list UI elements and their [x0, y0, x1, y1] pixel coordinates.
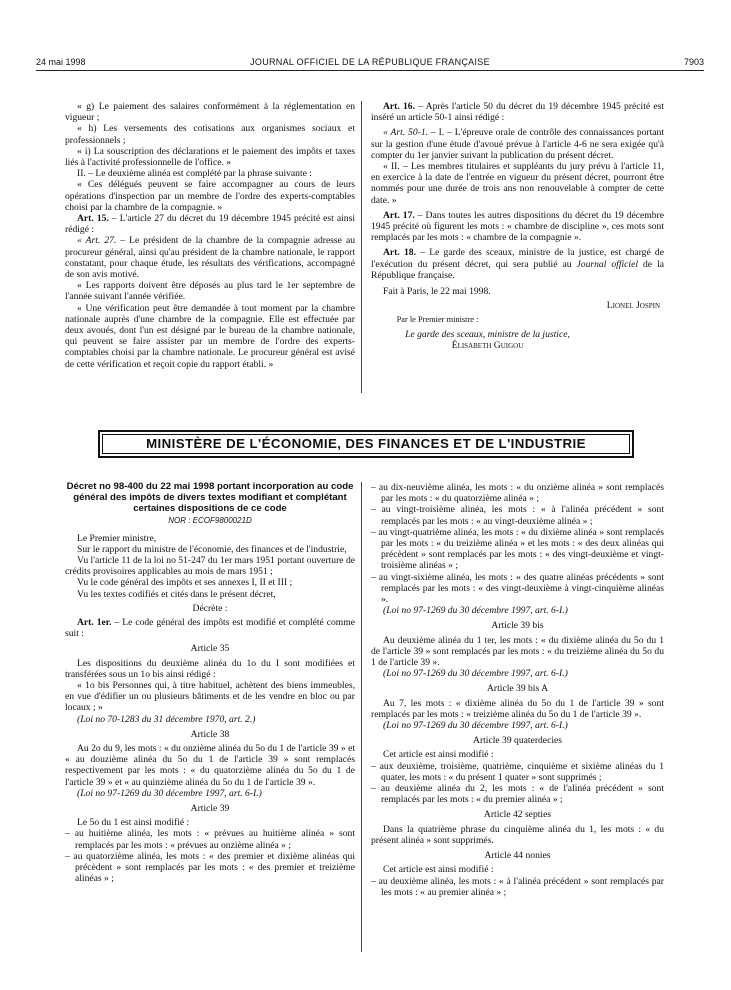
paragraph: Le Premier ministre, — [77, 532, 157, 544]
column-separator — [361, 482, 362, 952]
article-38-title: Article 38 — [190, 728, 230, 740]
paragraph: Dans la quatrième phrase du cinquième alinéa du 1, les mots : « du présent alinéa » sont supprimés. — [371, 823, 664, 846]
paragraph: Cet article est ainsi modifié : — [383, 749, 494, 761]
article-label: Art. 1er. — [77, 617, 112, 629]
article-label: Art. 16. — [383, 101, 415, 112]
article-text: – Le garde des sceaux, ministre de la justice, est chargé de l'exécution du présent décret, qui sera publié au — [371, 247, 664, 270]
paragraph: Vu le code général des impôts et ses annexes I, II et III ; — [77, 577, 293, 589]
header-page-number: 7903 — [683, 57, 704, 67]
paragraph: « Une vérification peut être demandée à tout moment par la chambre nationale auprès d'une chambre de la compagnie. Elle est effectuée par deux avoués, dont l'un est désigné par le bureau de la chambre nationale, qui peuvent se faire assister par un membre de l'ordre des experts-comptables choisi par la chambre nationale. Le procureur général est avisé de cette vérification et reçoit copie du rapport établi. » — [65, 302, 355, 370]
law-reference: (Loi no 70-1283 du 31 décembre 1970, art. 2.) — [77, 713, 256, 725]
article-label: Art. 15. — [77, 213, 109, 225]
article-ref: « Art. 27. — [77, 235, 117, 247]
paragraph — [65, 235, 355, 280]
paragraph: Au 2o du 9, les mots : « du onzième alinéa du 5o du 1 de l'article 39 » et « au douzième alinéa du 5o du 1 de l'article 39 » sont remplacés respectivement par les mots : « du quatorzième alinéa du 5o du 1 de l'article 39 » et « au quinzième alinéa du 5o du 1 de l'article 39 ». — [65, 743, 355, 788]
by-prime-minister: Par le Premier ministre : — [396, 315, 479, 325]
list-item: – au huitième alinéa, les mots : « prévues au huitième alinéa » sont remplacés par les mots : « prévues au onzième alinéa » ; — [65, 828, 355, 851]
article-39-title: Article 39 — [190, 803, 230, 815]
list-item: – aux deuxième, troisième, quatrième, cinquième et sixième alinéas du 1 quater, les mots : « du présent 1 quater » sont supprimés ; — [371, 760, 664, 783]
article-text: – Dans toutes les autres dispositions du décret du 19 décembre 1945 précité où figurent les mots : « chambre de discipline », ces mots sont remplacés par les mots : « chambre de la compagnie ». — [371, 209, 664, 244]
article-text: – L'article 27 du décret du 19 décembre 1945 précité est ainsi rédigé : — [65, 213, 355, 236]
law-reference: (Loi no 97-1269 du 30 décembre 1997, art. 6-I.) — [383, 668, 568, 680]
article-17 — [371, 210, 664, 244]
paragraph: Cet article est ainsi modifié : — [383, 864, 494, 876]
journal-name: Journal officiel — [576, 258, 639, 270]
paragraph: Le 5o du 1 est ainsi modifié : — [77, 817, 190, 829]
article-label: Art. 18. — [383, 247, 416, 259]
column-separator — [361, 101, 362, 393]
list-item: – au vingt-troisième alinéa, les mots : « à l'alinéa précédent » sont remplacés par les mots : « au vingt-deuxième alinéa » ; — [371, 504, 664, 527]
paragraph-text: – I. – L'épreuve orale de contrôle des connaissances portant sur la gestion d'une étude d'avoué prévue à l'article 4-6 ne sera exigée qu'à compter du 1er janvier suivant la publication du présent décret. — [371, 127, 665, 161]
decree-nor: NOR : ECOF9800021D — [168, 516, 252, 526]
paragraph: Au 7, les mots : « dixième alinéa du 5o du 1 de l'article 39 » sont remplacés par les mots : « treizième alinéa du 5o du 1 de l'article 39 ». — [371, 697, 664, 720]
article-text: – Après l'article 50 du décret du 19 décembre 1945 précité est inséré un article 50-1 ainsi rédigé : — [371, 101, 664, 124]
signer-keeper: Élisabeth Guigou — [451, 339, 524, 351]
article-15 — [65, 213, 355, 235]
article-42-septies-title: Article 42 septies — [483, 809, 552, 821]
paragraph-text: – Le président de la chambre de la compagnie adresse au procureur général, ainsi qu'au président de la chambre nationale, le rapport constatant, pour chaque étude, les résultats des vérifications, accompagné de son avis motivé. — [65, 235, 356, 281]
article-39-quaterdecies-title: Article 39 quaterdecies — [473, 735, 562, 747]
decrete: Décrète : — [192, 602, 228, 614]
article-35-title: Article 35 — [190, 643, 230, 655]
article-18 — [371, 247, 664, 281]
list-item: – au vingt-quatrième alinéa, les mots : « du dixième alinéa » sont remplacés par les mots : « du treizième alinéa » et les mots : « des deux alinéas qui précèdent » sont remplacés par les mots : « des vingt-deuxième et vingt-troisième alinéas » ; — [371, 526, 664, 572]
article-44-nonies-title: Article 44 nonies — [484, 850, 551, 862]
keeper-of-seals: Le garde des sceaux, ministre de la justice, — [405, 328, 570, 340]
paragraph: « II. – Les membres titulaires et suppléants du jury prévu à l'article 11, en exercice à la date de l'entrée en vigueur du présent décret, pourront être nommés pour une durée de trois ans non renouvelable à compter de cette date. » — [371, 161, 664, 206]
list-item: – au dix-neuvième alinéa, les mots : « du onzième alinéa » sont remplacés par les mots : « du quatorzième alinéa » ; — [371, 482, 664, 505]
signer-pm: Lionel Jospin — [606, 300, 660, 312]
paragraph — [371, 127, 664, 161]
ministry-title: MINISTÈRE DE L'ÉCONOMIE, DES FINANCES ET DE L'INDUSTRIE — [146, 436, 586, 451]
signature-date: Fait à Paris, le 22 mai 1998. — [383, 286, 491, 298]
paragraph: « Les rapports doivent être déposés au plus tard le 1er septembre de l'année suivant l'année vérifiée. — [65, 280, 355, 303]
article-39-bis-title: Article 39 bis — [491, 620, 544, 632]
header-rule — [36, 70, 704, 71]
paragraph: II. – Le deuxième alinéa est complété par la phrase suivante : — [77, 168, 312, 180]
paragraph: « h) Les versements des cotisations aux organismes sociaux et professionnels ; — [65, 123, 355, 146]
paragraph: Vu l'article 11 de la loi no 51-247 du 1er mars 1951 portant ouverture de crédits provisoires applicables au mois de mars 1951 ; — [65, 555, 355, 578]
paragraph: Au deuxième alinéa du 1 ter, les mots : « du dixième alinéa du 5o du 1 de l'article 39 » sont remplacés par les mots : « du treizième alinéa du 5o du 1 de l'article 39 ». — [371, 634, 664, 669]
paragraph: Vu les textes codifiés et cités dans le présent décret, — [77, 588, 276, 600]
paragraph: Les dispositions du deuxième alinéa du 1o du I sont modifiées et transférées sous un 1o bis ainsi rédigé : — [65, 657, 355, 680]
list-item: – au quatorzième alinéa, les mots : « des premier et dixième alinéas qui précèdent » sont remplacés par les mots : « des premier et treizième alinéas » ; — [65, 850, 355, 885]
paragraph: Sur le rapport du ministre de l'économie, des finances et de l'industrie, — [77, 543, 347, 555]
article-ref: « Art. 50-1. — [383, 127, 429, 139]
top-right-column — [371, 101, 664, 351]
law-reference: (Loi no 97-1269 du 30 décembre 1997, art. 6-I.) — [383, 605, 568, 617]
paragraph: « i) La souscription des déclarations et le paiement des impôts et taxes liés à l'activité professionnelle de l'office. » — [65, 145, 355, 169]
header-date: 24 mai 1998 — [36, 57, 86, 67]
decree-title: Décret no 98-400 du 22 mai 1998 portant incorporation au code général des impôts de divers textes modifiant et complétant certaines dispositions de ce code — [66, 481, 354, 514]
law-reference: (Loi no 97-1269 du 30 décembre 1997, art. 6-I.) — [383, 720, 568, 732]
page-header — [36, 57, 704, 71]
article-text: de la République française. — [371, 258, 664, 281]
top-left-column — [65, 101, 355, 370]
article-1 — [65, 617, 355, 639]
ministry-banner — [98, 430, 634, 458]
list-item: – au deuxième alinéa du 2, les mots : « de l'alinéa précédent » sont remplacés par les mots : « du premier alinéa » ; — [371, 783, 664, 806]
article-label: Art. 17. — [383, 209, 415, 221]
header-journal-title: JOURNAL OFFICIEL DE LA RÉPUBLIQUE FRANÇAISE — [250, 57, 490, 67]
paragraph: « Ces délégués peuvent se faire accompagner au cours de leurs opérations d'inspection par un membre de l'ordre des experts-comptables choisi par la chambre de la compagnie. » — [65, 179, 355, 213]
list-item: – au deuxième alinéa, les mots : « à l'alinéa précédent » sont remplacés par les mots : « au premier alinéa » ; — [371, 875, 664, 898]
article-39-bis-a-title: Article 39 bis A — [486, 683, 549, 695]
decree-right-column — [371, 482, 664, 898]
list-item: – au vingt-sixième alinéa, les mots : « des quatre alinéas précédents » sont remplacés par les mots : « des vingt-deuxième à vingt-cinquième alinéas ». — [371, 571, 664, 606]
article-16 — [371, 101, 664, 123]
law-reference: (Loi no 97-1269 du 30 décembre 1997, art. 6-I.) — [77, 787, 262, 799]
decree-left-column — [65, 482, 355, 884]
article-text: – Le code général des impôts est modifié et complété comme suit : — [65, 617, 355, 640]
paragraph: « g) Le paiement des salaires conformément à la réglementation en vigueur ; — [65, 101, 355, 124]
paragraph: « 1o bis Personnes qui, à titre habituel, achètent des biens immeubles, en vue d'édifier un ou plusieurs bâtiments et de les vendre en bloc ou par locaux ; » — [65, 680, 355, 714]
